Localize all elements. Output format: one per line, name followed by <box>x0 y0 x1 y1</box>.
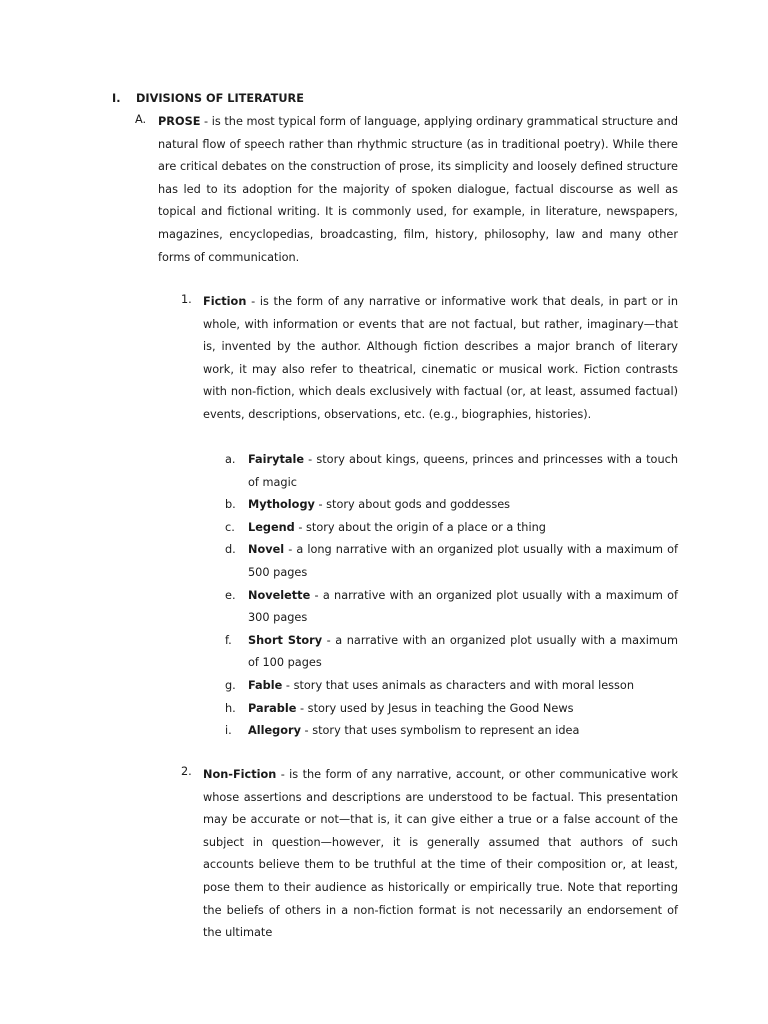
list-item <box>225 675 678 698</box>
list-item <box>225 698 678 721</box>
list-item-term: Novelette <box>248 588 311 602</box>
list-item-term: Novel <box>248 543 285 557</box>
nonfiction-term: Non-Fiction <box>203 768 277 781</box>
list-item-letter: c. <box>225 520 235 534</box>
list-item <box>225 494 678 517</box>
list-item-letter: d. <box>225 543 236 557</box>
fiction-number: 1. <box>181 293 192 306</box>
list-item-letter: e. <box>225 588 236 602</box>
list-item-desc: - a narrative with an organized plot usually with a maximum of 100 pages <box>248 633 679 670</box>
section-heading <box>112 92 304 105</box>
prose-term: PROSE <box>158 115 201 128</box>
list-item <box>225 539 678 584</box>
list-item-letter: g. <box>225 678 236 692</box>
list-item <box>225 585 678 630</box>
nonfiction-number: 2. <box>181 765 192 778</box>
list-item-term: Parable <box>248 701 297 715</box>
fiction-types-list <box>225 449 678 743</box>
nonfiction-body: - is the form of any narrative, account, or other communicative work whose assertions and descriptions are understood to be factual. This presentation may be accurate or not—that is, it can give either a true or a false account of the subject in question—however, it is generally assumed that authors of such accounts believe them to be truthful at the time of their composition or, at least, pose them to their audience as historically or empirically true. Note that reporting the beliefs of others in a non-fiction format is not necessarily an endorsement of the ultimate <box>203 768 678 940</box>
list-item-letter: f. <box>225 633 232 647</box>
list-item-letter: b. <box>225 498 236 512</box>
fiction-term: Fiction <box>203 295 247 308</box>
list-item-desc: - story about gods and goddesses <box>314 498 511 512</box>
nonfiction-paragraph <box>203 764 678 945</box>
list-item-term: Mythology <box>248 498 315 512</box>
list-item <box>225 517 678 540</box>
list-item-term: Allegory <box>248 724 301 738</box>
list-item-term: Legend <box>248 520 295 534</box>
list-item-desc: - story about the origin of a place or a thing <box>294 520 546 534</box>
list-item-letter: a. <box>225 453 236 466</box>
list-item <box>225 449 678 494</box>
list-item <box>225 630 678 675</box>
section-a-letter: A. <box>135 113 147 126</box>
list-item-desc: - a narrative with an organized plot usually with a maximum of 300 pages <box>248 588 678 625</box>
prose-body: - is the most typical form of language, applying ordinary grammatical structure and natural flow of speech rather than rhythmic structure (as in traditional poetry). While there are critical debates on the construction of prose, its simplicity and loosely defined structure has led to its adoption for the majority of spoken dialogue, factual discourse as well as topical and fictional writing. It is commonly used, for example, in literature, newspapers, magazines, encyclopedias, broadcasting, film, history, philosophy, law and many other forms of communication. <box>158 115 678 264</box>
list-item-letter: i. <box>225 724 232 738</box>
list-item-desc: - story that uses animals as characters and with moral lesson <box>282 678 635 692</box>
list-item-desc: - story used by Jesus in teaching the Good News <box>296 701 574 715</box>
fiction-paragraph <box>203 291 678 427</box>
list-item-term: Short Story <box>248 633 323 647</box>
list-item-desc: - a long narrative with an organized plot usually with a maximum of 500 pages <box>248 543 678 579</box>
heading-number: I. <box>112 92 121 105</box>
heading-title: DIVISIONS OF LITERATURE <box>136 92 304 105</box>
list-item <box>225 720 678 743</box>
prose-paragraph <box>158 111 678 269</box>
list-item-letter: h. <box>225 701 236 715</box>
fiction-body: - is the form of any narrative or informative work that deals, in part or in whole, with information or events that are not factual, but rather, imaginary—that is, invented by the author. Although fiction describes a major branch of literary work, it may also refer to theatrical, cinematic or musical work. Fiction contrasts with non-fiction, which deals exclusively with factual (or, at least, assumed factual) events, descriptions, observations, etc. (e.g., biographies, histories). <box>203 295 678 421</box>
list-item-term: Fairytale <box>248 453 305 466</box>
list-item-term: Fable <box>248 678 283 692</box>
list-item-desc: - story that uses symbolism to represent an idea <box>300 724 580 738</box>
list-item-desc: - story about kings, queens, princes and princesses with a touch of magic <box>248 453 678 489</box>
